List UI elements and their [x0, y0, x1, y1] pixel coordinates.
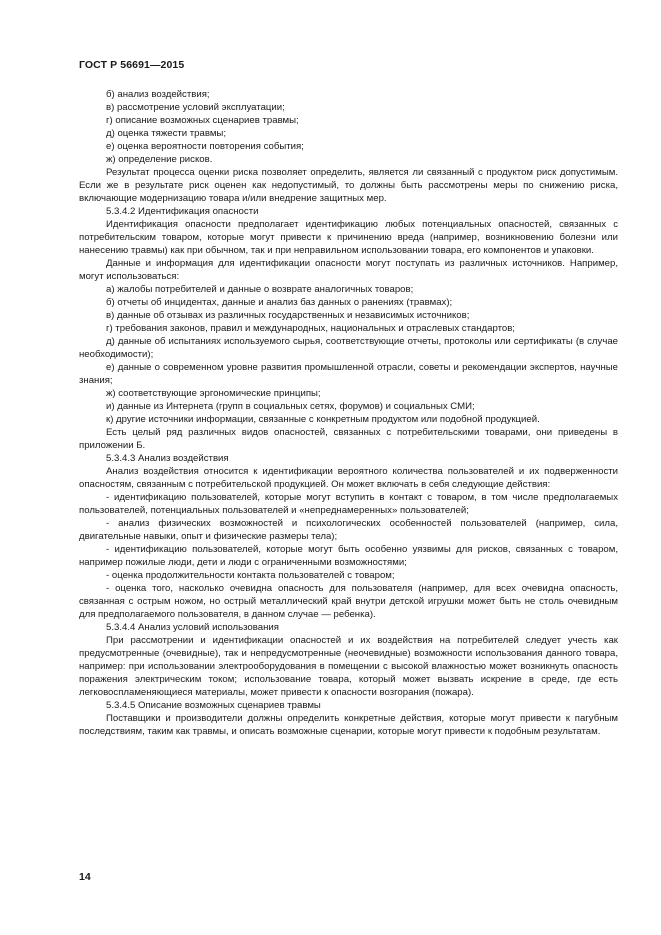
dash-item: - идентификацию пользователей, которые могут вступить в контакт с товаром, в том числе предполагаемых пользователей, потенциальных пользователей и «непреднамеренных» пользователей;	[79, 492, 618, 516]
paragraph: При рассмотрении и идентификации опасностей и их воздействия на потребителей следует учесть как предусмотренные (очевидные), так и непредусмотренные (неочевидные) возможности использования данного товара, например: при использовании электрооборудования в помещении с высокой влажностью может возникнуть опасность поражения электрическим током; использование товара, который может вызвать искрение в среде, где есть легковоспламеняющиеся материалы, может привести к опасности возгорания (пожара).	[79, 635, 618, 698]
paragraph: Есть целый ряд различных видов опасностей, связанных с потребительскими товарами, они приведены в приложении Б.	[79, 427, 618, 451]
list-item: ж) определение рисков.	[106, 154, 213, 165]
section-heading: 5.3.4.3 Анализ воздействия	[106, 453, 229, 464]
list-item: а) жалобы потребителей и данные о возврате аналогичных товаров;	[106, 284, 414, 295]
dash-item: - идентификацию пользователей, которые могут быть особенно уязвимы для рисков, связанных с товаром, например пожилые люди, дети и люди с ограниченными возможностями;	[79, 544, 618, 568]
list-item: д) данные об испытаниях используемого сырья, соответствующие отчеты, протоколы или сертификаты (в случае необходимости);	[79, 336, 618, 360]
list-item: е) оценка вероятности повторения события;	[106, 141, 304, 152]
list-item: в) данные об отзывах из различных государственных и независимых источников;	[106, 310, 470, 321]
paragraph: Данные и информация для идентификации опасности могут поступать из различных источников. Например, могут использоваться:	[79, 258, 618, 282]
document-header: ГОСТ Р 56691—2015	[79, 59, 185, 71]
section-heading: 5.3.4.4 Анализ условий использования	[106, 622, 279, 633]
dash-item: - оценка того, насколько очевидна опасность для пользователя (например, для всех очевидна опасность, связанная с острым ножом, но острый металлический край внутри детской игрушки может быть не столь очевидным для предполагаемого пользователя, в данном случае — ребенка).	[79, 583, 618, 620]
list-item: д) оценка тяжести травмы;	[106, 128, 226, 139]
section-heading: 5.3.4.5 Описание возможных сценариев травмы	[106, 700, 321, 711]
paragraph: Поставщики и производители должны определить конкретные действия, которые могут привести к пагубным последствиям, таким как травмы, и описать возможные сценарии, которые могут привести к подобным результатам.	[79, 713, 618, 737]
section-heading: 5.3.4.2 Идентификация опасности	[106, 206, 259, 217]
list-item: в) рассмотрение условий эксплуатации;	[106, 102, 285, 113]
document-body	[79, 88, 618, 738]
paragraph: Идентификация опасности предполагает идентификацию любых потенциальных опасностей, связанных с потребительским товаром, которые могут привести к причинению вреда (например, возникновению болезни или нанесению травмы) как при обычном, так и при неправильном использовании товара, его компонентов и упаковки.	[79, 219, 618, 256]
list-item: и) данные из Интернета (групп в социальных сетях, форумов) и социальных СМИ;	[106, 401, 475, 412]
list-item: е) данные о современном уровне развития промышленной отрасли, советы и рекомендации экспертов, научные знания;	[79, 362, 618, 386]
list-item: г) описание возможных сценариев травмы;	[106, 115, 299, 126]
dash-item: - анализ физических возможностей и психологических особенностей пользователей (например, сила, двигательные навыки, опыт и физические размеры тела);	[79, 518, 618, 542]
page-number: 14	[79, 871, 91, 883]
list-item: б) анализ воздействия;	[106, 89, 210, 100]
list-item: б) отчеты об инцидентах, данные и анализ баз данных о ранениях (травмах);	[106, 297, 453, 308]
dash-item: - оценка продолжительности контакта пользователей с товаром;	[106, 570, 395, 581]
list-item: ж) соответствующие эргономические принципы;	[106, 388, 321, 399]
list-item: к) другие источники информации, связанные с конкретным продуктом или подобной продукцией.	[106, 414, 540, 425]
paragraph: Результат процесса оценки риска позволяет определить, является ли связанный с продуктом риск допустимым. Если же в результате риск оценен как недопустимый, то должны быть рассмотрены меры по снижению риска, включающие модернизацию товара и/или внедрение защитных мер.	[79, 167, 618, 204]
list-item: г) требования законов, правил и международных, национальных и отраслевых стандартов;	[106, 323, 515, 334]
paragraph: Анализ воздействия относится к идентификации вероятного количества пользователей и их подверженности опасностям, связанным с потребительской продукцией. Он может включать в себя следующие действия:	[79, 466, 618, 490]
